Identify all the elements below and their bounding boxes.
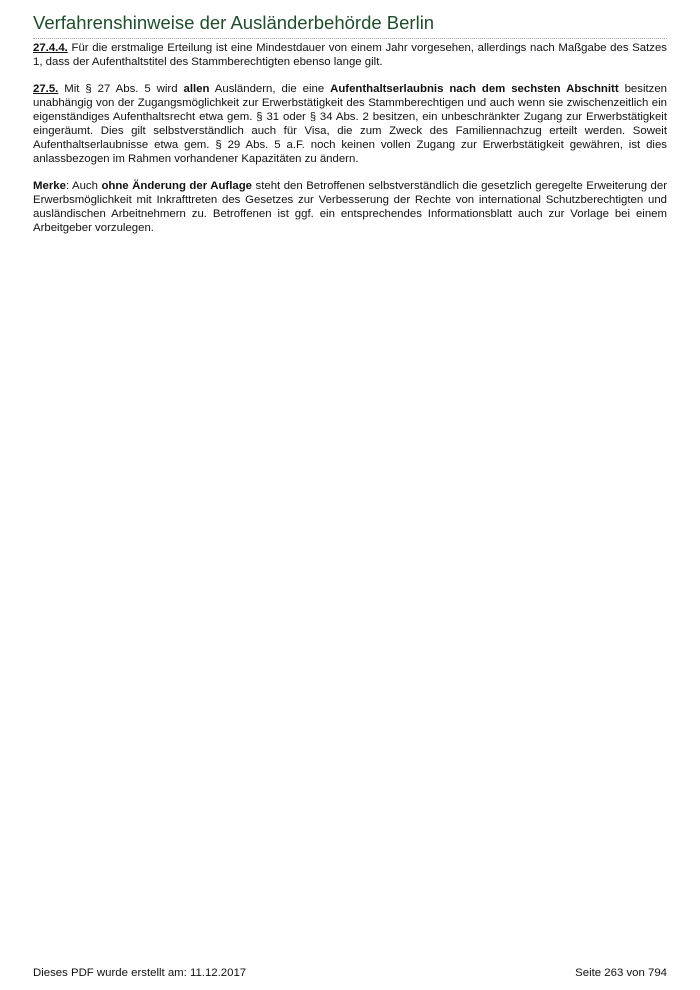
document-body [33, 42, 667, 249]
paragraph-27-5 [33, 83, 667, 166]
creation-date: Dieses PDF wurde erstellt am: 11.12.2017 [33, 967, 247, 979]
paragraph-text: : Auch [65, 180, 102, 193]
note-label: Merke [33, 180, 66, 193]
header-divider [33, 38, 667, 39]
paragraph-text: Für die erstmalige Erteilung ist eine Mindestdauer von einem Jahr vorgesehen, allerdings nach Maßgabe des Satzes 1, dass der Aufenthaltstitel des Stammberechtigten ebenso lange gilt. [33, 42, 667, 68]
page-number: Seite 263 von 794 [575, 967, 667, 979]
emphasis-text: Aufenthaltserlaubnis nach dem sechsten Abschnitt [330, 83, 619, 96]
emphasis-text: ohne Änderung der Auflage [101, 180, 252, 193]
paragraph-27-4-4 [33, 42, 667, 70]
paragraph-text: besitzen unabhängig von der Zugangsmöglichkeit zur Erwerbstätigkeit des Stammberechtigen und auch wenn sie zwischenzeitlich ein eigenständiges Aufenthaltsrecht etwa gem. § 31 oder § 34 Abs. 2 besitzen, ein unbeschränkter Zugang zur Erwerbstätigkeit eingeräumt. Dies gilt selbstverständlich auch für Visa, die zum Zweck des Familiennachzug erteilt werden. Soweit Aufenthaltserlaubnisse etwa gem. § 29 Abs. 5 a.F. noch keinen vollen Zugang zur Erwerbstätigkeit gewähren, ist dies anlassbezogen im Rahmen vorhandener Kapazitäten zu ändern. [33, 83, 668, 165]
emphasis-text: allen [183, 83, 210, 96]
paragraph-text: Ausländern, die eine [209, 83, 331, 96]
paragraph-merke [33, 180, 667, 236]
page-title: Verfahrenshinweise der Ausländerbehörde Berlin [33, 12, 435, 33]
section-number: 27.4.4. [33, 42, 68, 54]
paragraph-text: steht den Betroffenen selbstverständlich die gesetzlich geregelte Erweiterung der Erwerbsmöglichkeit mit Inkrafttreten des Gesetzes zur Verbesserung der Rechte von international Schutzberechtigten und ausländischen Arbeitnehmern zu. Betroffenen ist ggf. ein entsprechendes Informationsblatt auch zur Vorlage bei einem Arbeitgeber vorzulegen. [33, 180, 668, 234]
paragraph-text: Mit § 27 Abs. 5 wird [58, 83, 184, 96]
page-header [33, 12, 667, 39]
section-number: 27.5. [33, 83, 59, 96]
